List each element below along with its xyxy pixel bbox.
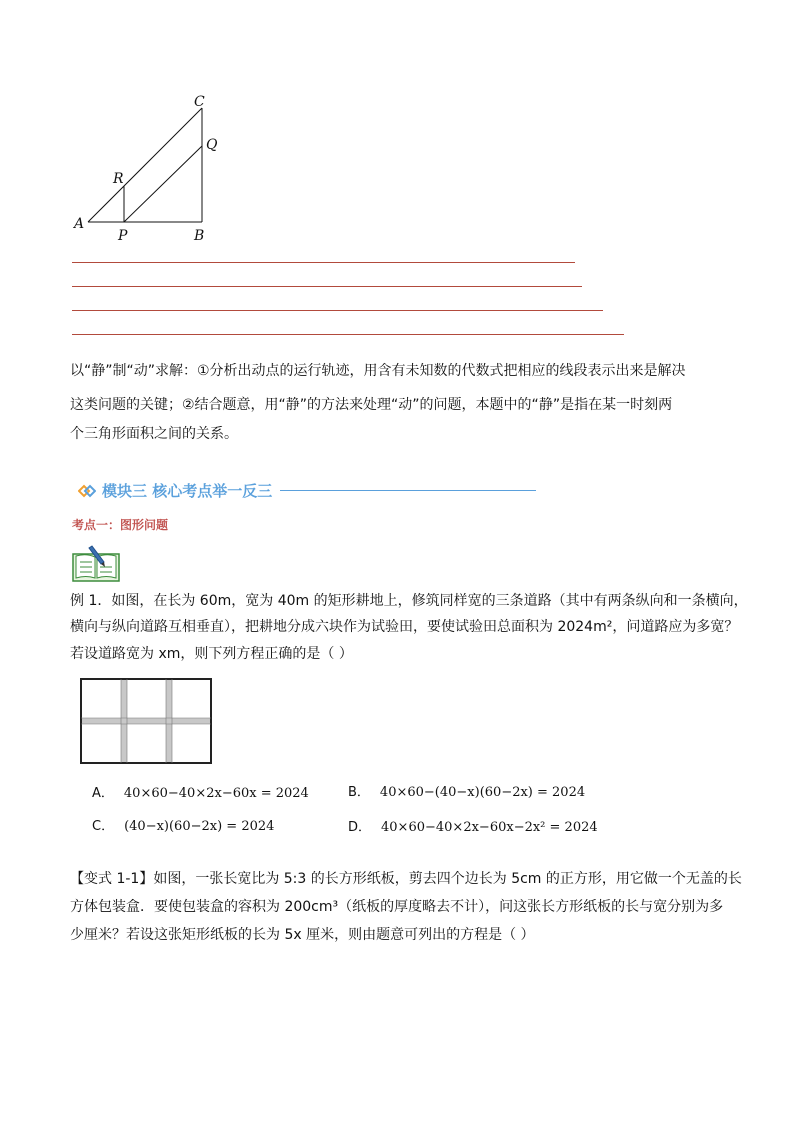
book-pen-icon [72, 544, 120, 582]
answer-line [72, 286, 582, 287]
option-text: (40−x)(60−2x) = 2024 [124, 819, 275, 834]
option-a[interactable] [92, 782, 309, 801]
module-header [78, 480, 536, 501]
module-rule [280, 490, 536, 491]
option-letter: A． [92, 786, 114, 801]
option-letter: D． [348, 820, 372, 835]
label-b: B [194, 228, 205, 242]
option-text: 40×60−40×2x−60x−2x² = 2024 [381, 820, 598, 835]
kaodian-title: 考点一：图形问题 [72, 518, 169, 532]
label-a: A [74, 216, 85, 232]
summary-line: 以“静”制“动”求解：①分析出动点的运行轨迹，用含有未知数的代数式把相应的线段表示出来是解决 [70, 363, 686, 379]
double-diamond-icon [78, 484, 96, 498]
summary-line: 个三角形面积之间的关系。 [70, 426, 238, 442]
variant-line: 【变式 1-1】如图，一张长宽比为 5:3 的长方形纸板，剪去四个边长为 5cm 的正方形，用它做一个无盖的长 [70, 871, 742, 887]
variant-line: 少厘米？若设这张矩形纸板的长为 5x 厘米，则由题意可列出的方程是（ ） [70, 927, 535, 943]
option-c[interactable] [92, 815, 274, 834]
variant-line: 方体包装盒．要使包装盒的容积为 200cm³（纸板的厚度略去不计），问这张长方形纸板的长与宽分别为多 [70, 899, 724, 915]
summary-line: 这类问题的关键；②结合题意，用“静”的方法来处理“动”的问题，本题中的“静”是指在某一时刻两 [70, 397, 673, 413]
triangle-figure [70, 92, 250, 242]
option-text: 40×60−(40−x)(60−2x) = 2024 [379, 785, 586, 800]
option-text: 40×60−40×2x−60x = 2024 [123, 786, 309, 801]
option-letter: C． [92, 819, 115, 834]
option-d[interactable] [348, 816, 598, 835]
label-r: R [113, 171, 124, 187]
option-letter: B． [348, 785, 370, 800]
module-title: 模块三 核心考点举一反三 [102, 482, 273, 500]
example1-line: 若设道路宽为 xm，则下列方程正确的是（ ） [70, 646, 353, 662]
example1-line: 横向与纵向道路互相垂直），把耕地分成六块作为试验田，要使试验田总面积为 2024m²，问道路应为多宽？ [70, 619, 739, 635]
answer-line [72, 262, 575, 263]
field-road-figure [80, 678, 212, 764]
example1-line: 例 1．如图，在长为 60m，宽为 40m 的矩形耕地上，修筑同样宽的三条道路（其中有两条纵向和一条横向， [70, 593, 748, 609]
label-c: C [194, 94, 205, 110]
answer-line [72, 334, 624, 335]
option-b[interactable] [348, 781, 585, 800]
label-q: Q [206, 137, 218, 153]
answer-line [72, 310, 603, 311]
label-p: P [118, 228, 128, 242]
